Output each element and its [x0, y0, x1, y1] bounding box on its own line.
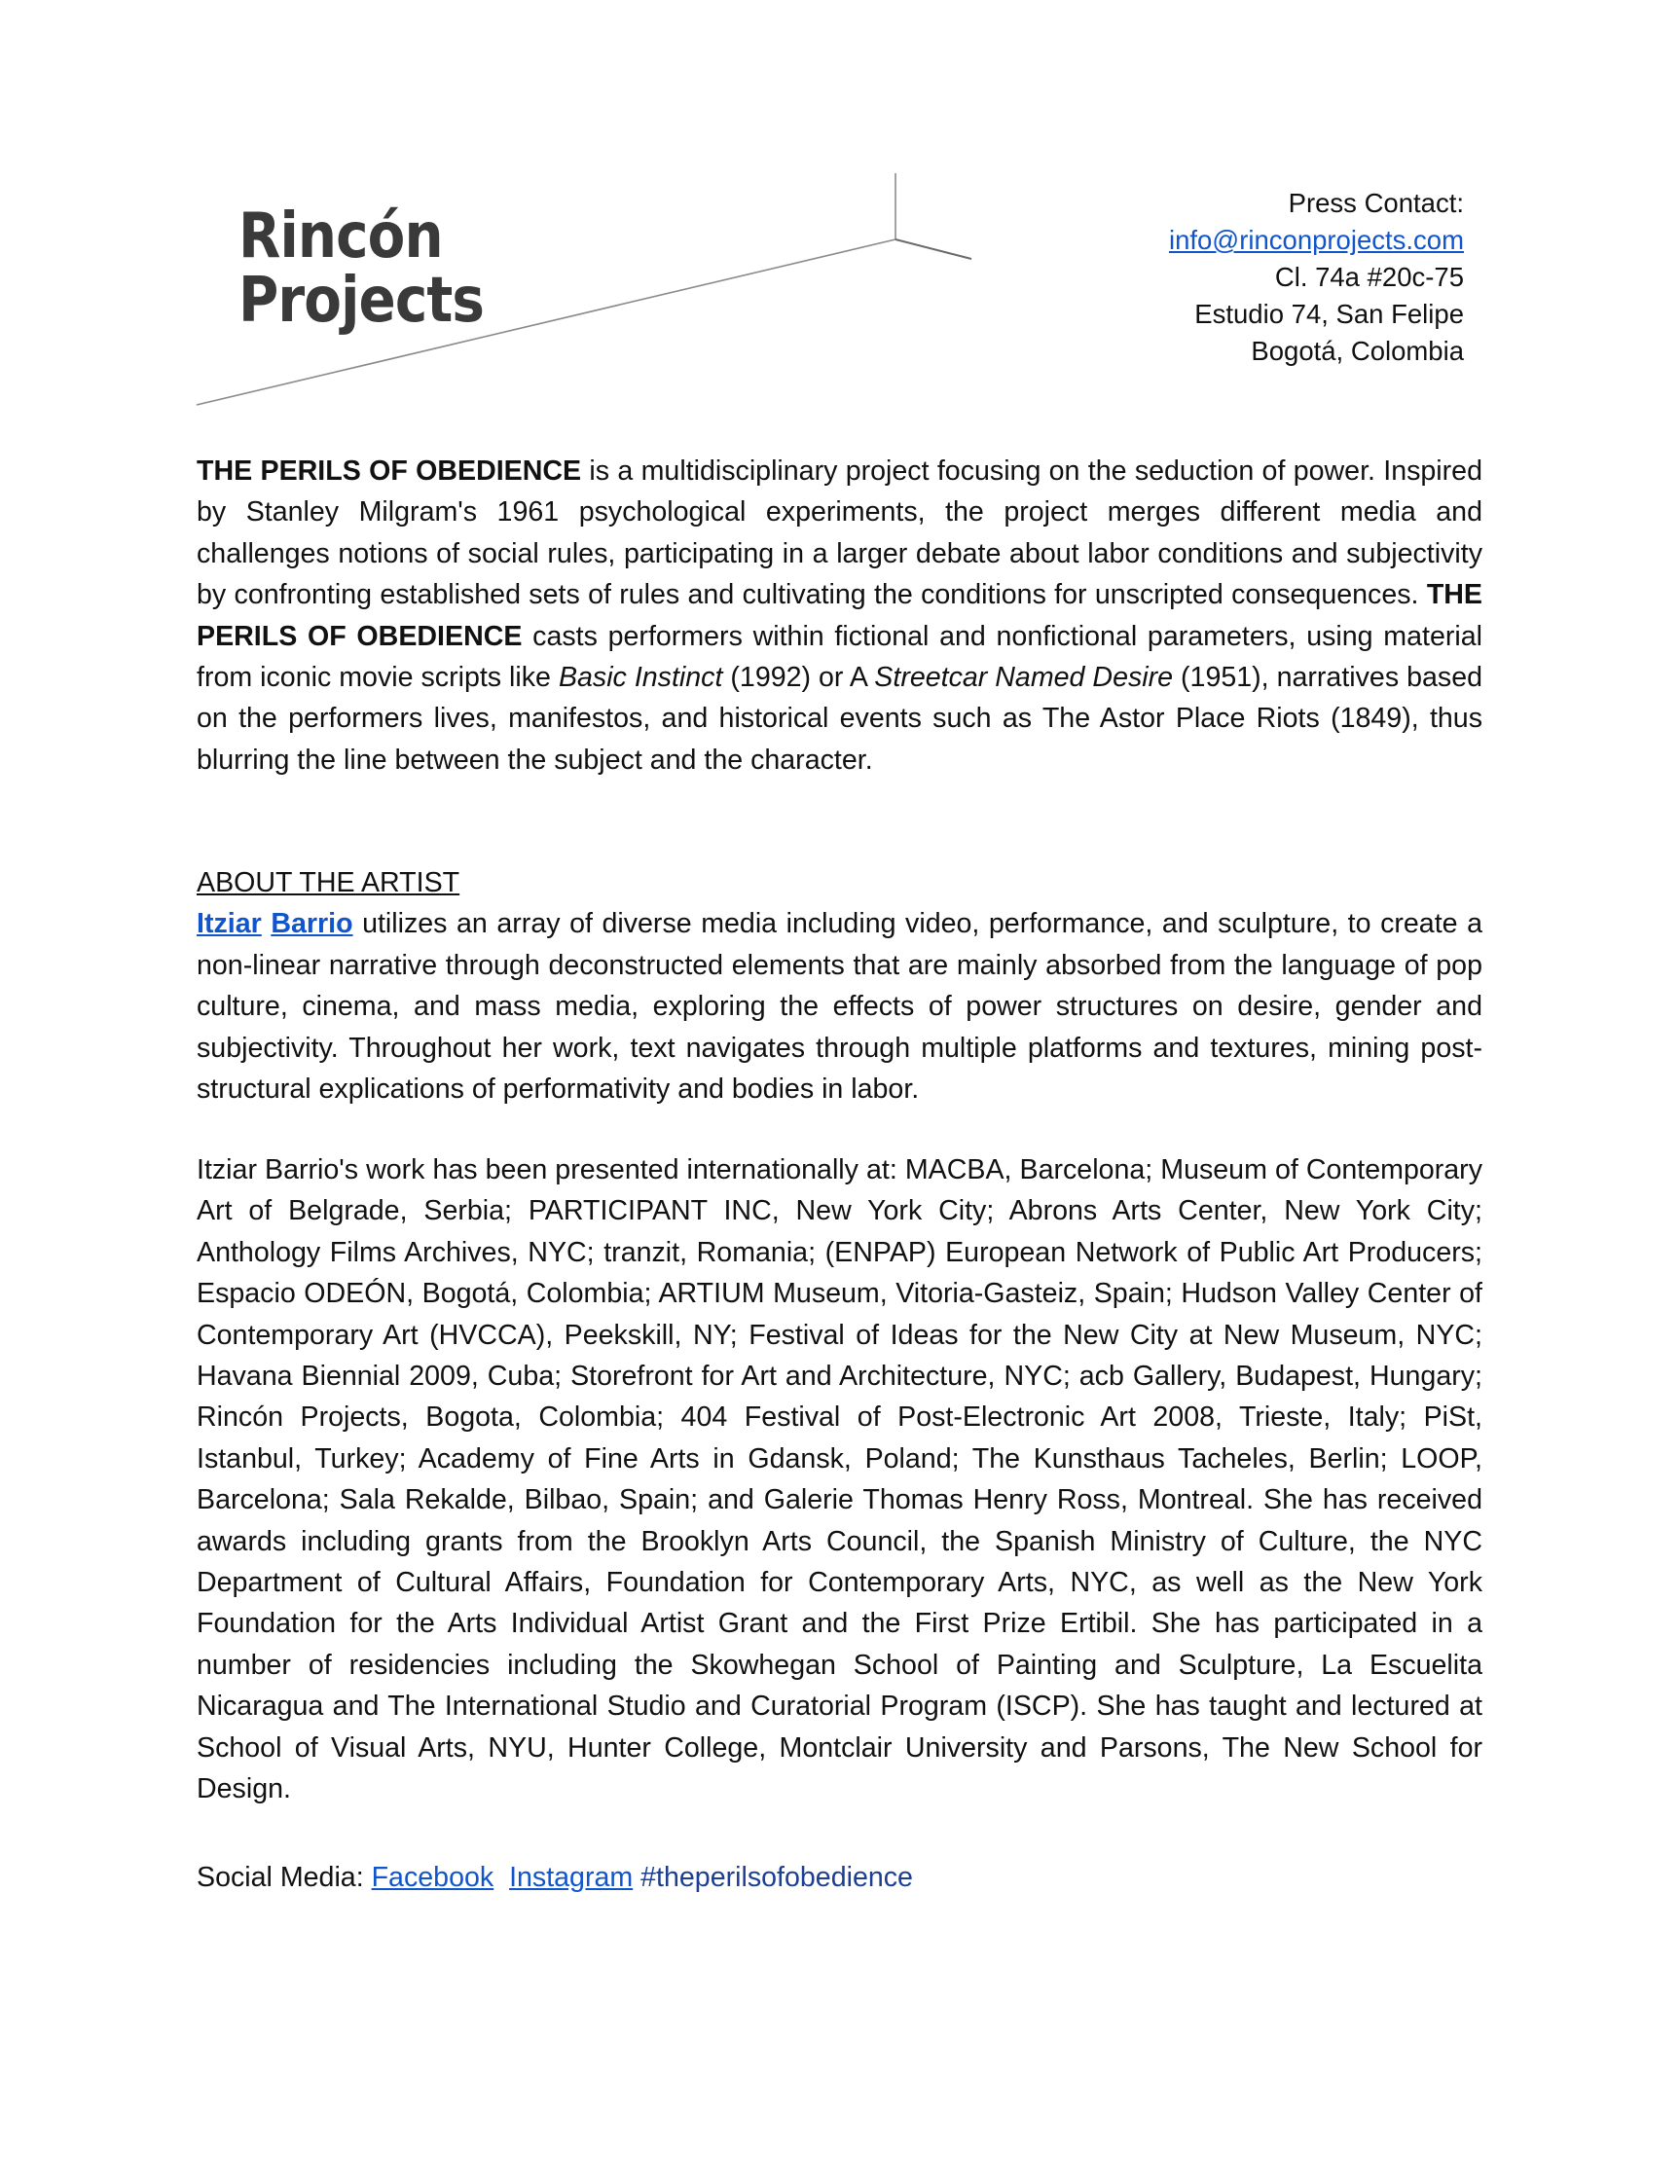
rincon-projects-logo [238, 200, 485, 337]
logo-line-1: Rincón [238, 200, 443, 273]
intro-text-2: casts performers within fictional and nonfictional parameters, using material from iconic movie scripts like [197, 620, 1482, 694]
hashtag-text: #theperilsofobedience [640, 1862, 913, 1893]
about-artist-section [197, 862, 1482, 1110]
intro-text-3: (1992) or A [722, 662, 875, 694]
press-contact-block [1169, 185, 1464, 370]
address-line-1: Cl. 74a #20c-75 [1274, 262, 1464, 292]
about-artist-paragraph [197, 903, 1482, 1110]
project-description [197, 451, 1482, 781]
instagram-link[interactable]: Instagram [509, 1862, 634, 1893]
social-media-line [197, 1857, 1482, 1898]
artist-first-name-link[interactable]: Itziar [197, 908, 262, 940]
intro-text-1: is a multidisciplinary project focusing on the seduction of power. Inspired by Stanley Milgram's 1961 psychological experiments, the project merges different media and challenges notions of social rules, participating in a larger debate about labor conditions and subjectivity by confronting established sets of rules and cultivating the conditions for unscripted consequences. [197, 455, 1482, 611]
facebook-link[interactable]: Facebook [371, 1862, 494, 1893]
address-line-2: Estudio 74, San Felipe [1194, 299, 1464, 329]
intro-text-4: (1951), narratives based on the performers lives, manifestos, and historical events such as The Astor Place Riots (1849), thus blurring the line between the subject and the character. [197, 662, 1483, 776]
press-contact-label: Press Contact: [1288, 188, 1464, 218]
project-title-repeat: THE PERILS OF OBEDIENCE [197, 579, 1482, 652]
address-line-3: Bogotá, Colombia [1251, 336, 1464, 366]
film-title-streetcar: Streetcar Named Desire [874, 662, 1174, 694]
about-artist-text: utilizes an array of diverse media including video, performance, and sculpture, to create a non-linear narrative through deconstructed elements that are mainly absorbed from the language of pop culture, cinema, and mass media, exploring the effects of power structures on desire, gender and subjectivity. Throughout her work, text navigates through multiple platforms and textures, mining post-structural explications of performativity and bodies in labor. [197, 908, 1483, 1106]
project-title: THE PERILS OF OBEDIENCE [197, 455, 582, 487]
film-title-basic-instinct: Basic Instinct [558, 662, 723, 694]
about-artist-heading: ABOUT THE ARTIST [197, 867, 460, 898]
logo-line-2: Projects [238, 265, 485, 337]
social-media-label: Social Media: [197, 1862, 372, 1893]
project-description-paragraph [197, 451, 1482, 781]
artist-bio [197, 1149, 1482, 1810]
artist-last-name-link[interactable]: Barrio [271, 908, 353, 940]
artist-bio-paragraph: Itziar Barrio's work has been presented internationally at: MACBA, Barcelona; Museum of Contemporary Art of Belgrade, Serbia; PARTICIPANT INC, New York City; Abrons Arts Center, New York City; Anthology Films Archives, NYC; tranzit, Romania; (ENPAP) European Network of Public Art Producers; Espacio ODEÓN, Bogotá, Colombia; ARTIUM Museum, Vitoria-Gasteiz, Spain; Hudson Valley Center of Contemporary Art (HVCCA), Peekskill, NY; Festival of Ideas for the New City at New Museum, NYC; Havana Biennial 2009, Cuba; Storefront for Art and Architecture, NYC; acb Gallery, Budapest, Hungary; Rincón Projects, Bogota, Colombia; 404 Festival of Post-Electronic Art 2008, Trieste, Italy; PiSt, Istanbul, Turkey; Academy of Fine Arts in Gdansk, Poland; The Kunsthaus Tacheles, Berlin; LOOP, Barcelona; Sala Rekalde, Bilbao, Spain; and Galerie Thomas Henry Ross, Montreal. She has received awards including grants from the Brooklyn Arts Council, the Spanish Ministry of Culture, the NYC Department of Cultural Affairs, Foundation for Contemporary Arts, NYC, as well as the New York Foundation for the Arts Individual Artist Grant and the First Prize Ertibil. She has participated in a number of residencies including the Skowhegan School of Painting and Sculpture, La Escuelita Nicaragua and The International Studio and Curatorial Program (ISCP). She has taught and lectured at School of Visual Arts, NYU, Hunter College, Montclair University and Parsons, The New School for Design. [197, 1154, 1482, 1805]
press-email-link[interactable]: info@rinconprojects.com [1168, 225, 1464, 255]
